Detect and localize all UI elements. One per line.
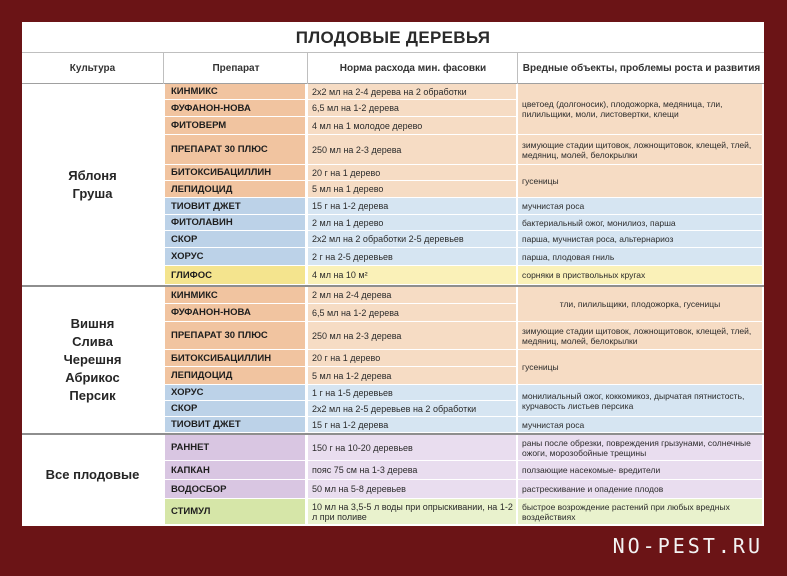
crop-cell: Все плодовые (22, 435, 163, 515)
rate-cell: 2х2 мл на 2-5 деревьев на 2 обработки (308, 401, 516, 417)
pest-cell: раны после обрезки, повреждения грызунами, солнечные ожоги, морозобойные трещины (518, 435, 762, 461)
rate-cell: 4 мл на 1 молодое дерево (308, 117, 516, 135)
drug-cell: ВОДОСБОР (165, 480, 305, 499)
rate-cell: 250 мл на 2-3 дерева (308, 135, 516, 165)
rate-cell: 5 мл на 1-2 дерева (308, 367, 516, 385)
drug-cell: ТИОВИТ ДЖЕТ (165, 198, 305, 215)
drug-cell: ФУФАНОН-НОВА (165, 100, 305, 117)
drug-cell: ПРЕПАРАТ 30 ПЛЮС (165, 135, 305, 165)
pest-cell: парша, мучнистая роса, альтернариоз (518, 231, 762, 248)
header-culture: Культура (69, 62, 116, 74)
header-rate: Норма расхода мин. фасовки (307, 53, 518, 84)
site-watermark: NO-PEST.RU (612, 534, 763, 558)
rate-cell: 250 мл на 2-3 дерева (308, 322, 516, 350)
pest-cell: зимующие стадии щитовок, ложнощитовок, клещей, тлей, медяниц, молей, белокрылки (518, 322, 762, 350)
rate-cell: 20 г на 1 дерево (308, 165, 516, 181)
rate-cell: 2х2 мл на 2 обработки 2-5 деревьев (308, 231, 516, 248)
drug-cell: ФУФАНОН-НОВА (165, 304, 305, 322)
rate-cell: 2 мл на 1 дерево (308, 215, 516, 231)
drug-cell: ТИОВИТ ДЖЕТ (165, 417, 305, 433)
drug-cell: ФИТОВЕРМ (165, 117, 305, 135)
table-header (22, 52, 764, 84)
drug-cell: ХОРУС (165, 248, 305, 266)
table-card (22, 22, 764, 526)
pest-cell: растрескивание и опадение плодов (518, 480, 762, 499)
header-drug: Препарат (163, 53, 308, 84)
drug-cell: СКОР (165, 231, 305, 248)
drug-cell: БИТОКСИБАЦИЛЛИН (165, 350, 305, 367)
drug-cell: КИНМИКС (165, 84, 305, 100)
pest-cell: тли, пилильщики, плодожорка, гусеницы (518, 287, 762, 322)
pest-cell: гусеницы (518, 350, 762, 385)
rate-cell: 2 г на 2-5 деревьев (308, 248, 516, 266)
rate-cell: 10 мл на 3,5-5 л воды при опрыскивании, на 1-2 л при поливе (308, 499, 516, 525)
drug-cell: ФИТОЛАВИН (165, 215, 305, 231)
crop-group-stone-fruit (22, 287, 764, 433)
drug-cell: ЛЕПИДОЦИД (165, 367, 305, 385)
crop-cell: Яблоня Груша (22, 84, 163, 285)
rate-cell: 2 мл на 2-4 дерева (308, 287, 516, 304)
rate-cell: 20 г на 1 дерево (308, 350, 516, 367)
drug-cell: ПРЕПАРАТ 30 ПЛЮС (165, 322, 305, 350)
pest-cell: быстрое возрождение растений при любых вредных воздействиях (518, 499, 762, 525)
drug-cell: КИНМИКС (165, 287, 305, 304)
drug-cell: СТИМУЛ (165, 499, 305, 525)
drug-cell: ХОРУС (165, 385, 305, 401)
pest-cell: мучнистая роса (518, 417, 762, 433)
crop-group-apple-pear (22, 84, 764, 285)
rate-cell: пояс 75 см на 1-3 дерева (308, 461, 516, 480)
drug-cell: СКОР (165, 401, 305, 417)
pest-cell: монилиальный ожог, коккомикоз, дырчатая пятнистость, курчавость листьев персика (518, 385, 762, 417)
pest-cell: цветоед (долгоносик), плодожорка, медяница, тли, пилильщики, моли, листовертки, клещи (518, 84, 762, 135)
drug-cell: КАПКАН (165, 461, 305, 480)
pest-cell: сорняки в приствольных кругах (518, 266, 762, 285)
drug-cell: РАННЕТ (165, 435, 305, 461)
pest-cell: зимующие стадии щитовок, ложнощитовок, клещей, тлей, медяниц, молей, белокрылки (518, 135, 762, 165)
rate-cell: 15 г на 1-2 дерева (308, 417, 516, 433)
page-title: ПЛОДОВЫЕ ДЕРЕВЬЯ (295, 28, 491, 47)
rate-cell: 6,5 мл на 1-2 дерева (308, 304, 516, 322)
crop-group-all-fruit (22, 435, 764, 525)
crop-cell: Вишня Слива Черешня Абрикос Персик (22, 287, 163, 433)
pest-cell: гусеницы (518, 165, 762, 198)
rate-cell: 6,5 мл на 1-2 дерева (308, 100, 516, 117)
rate-cell: 5 мл на 1 дерево (308, 181, 516, 198)
pest-cell: ползающие насекомые- вредители (518, 461, 762, 480)
drug-cell: ЛЕПИДОЦИД (165, 181, 305, 198)
rate-cell: 1 г на 1-5 деревьев (308, 385, 516, 401)
rate-cell: 50 мл на 5-8 деревьев (308, 480, 516, 499)
rate-cell: 2х2 мл на 2-4 дерева на 2 обработки (308, 84, 516, 100)
pest-cell: парша, плодовая гниль (518, 248, 762, 266)
rate-cell: 4 мл на 10 м² (308, 266, 516, 285)
drug-cell: БИТОКСИБАЦИЛЛИН (165, 165, 305, 181)
header-pests: Вредные объекты, проблемы роста и развития (517, 53, 765, 84)
pest-cell: бактериальный ожог, монилиоз, парша (518, 215, 762, 231)
rate-cell: 150 г на 10-20 деревьев (308, 435, 516, 461)
drug-cell: ГЛИФОС (165, 266, 305, 285)
rate-cell: 15 г на 1-2 дерева (308, 198, 516, 215)
pest-cell: мучнистая роса (518, 198, 762, 215)
